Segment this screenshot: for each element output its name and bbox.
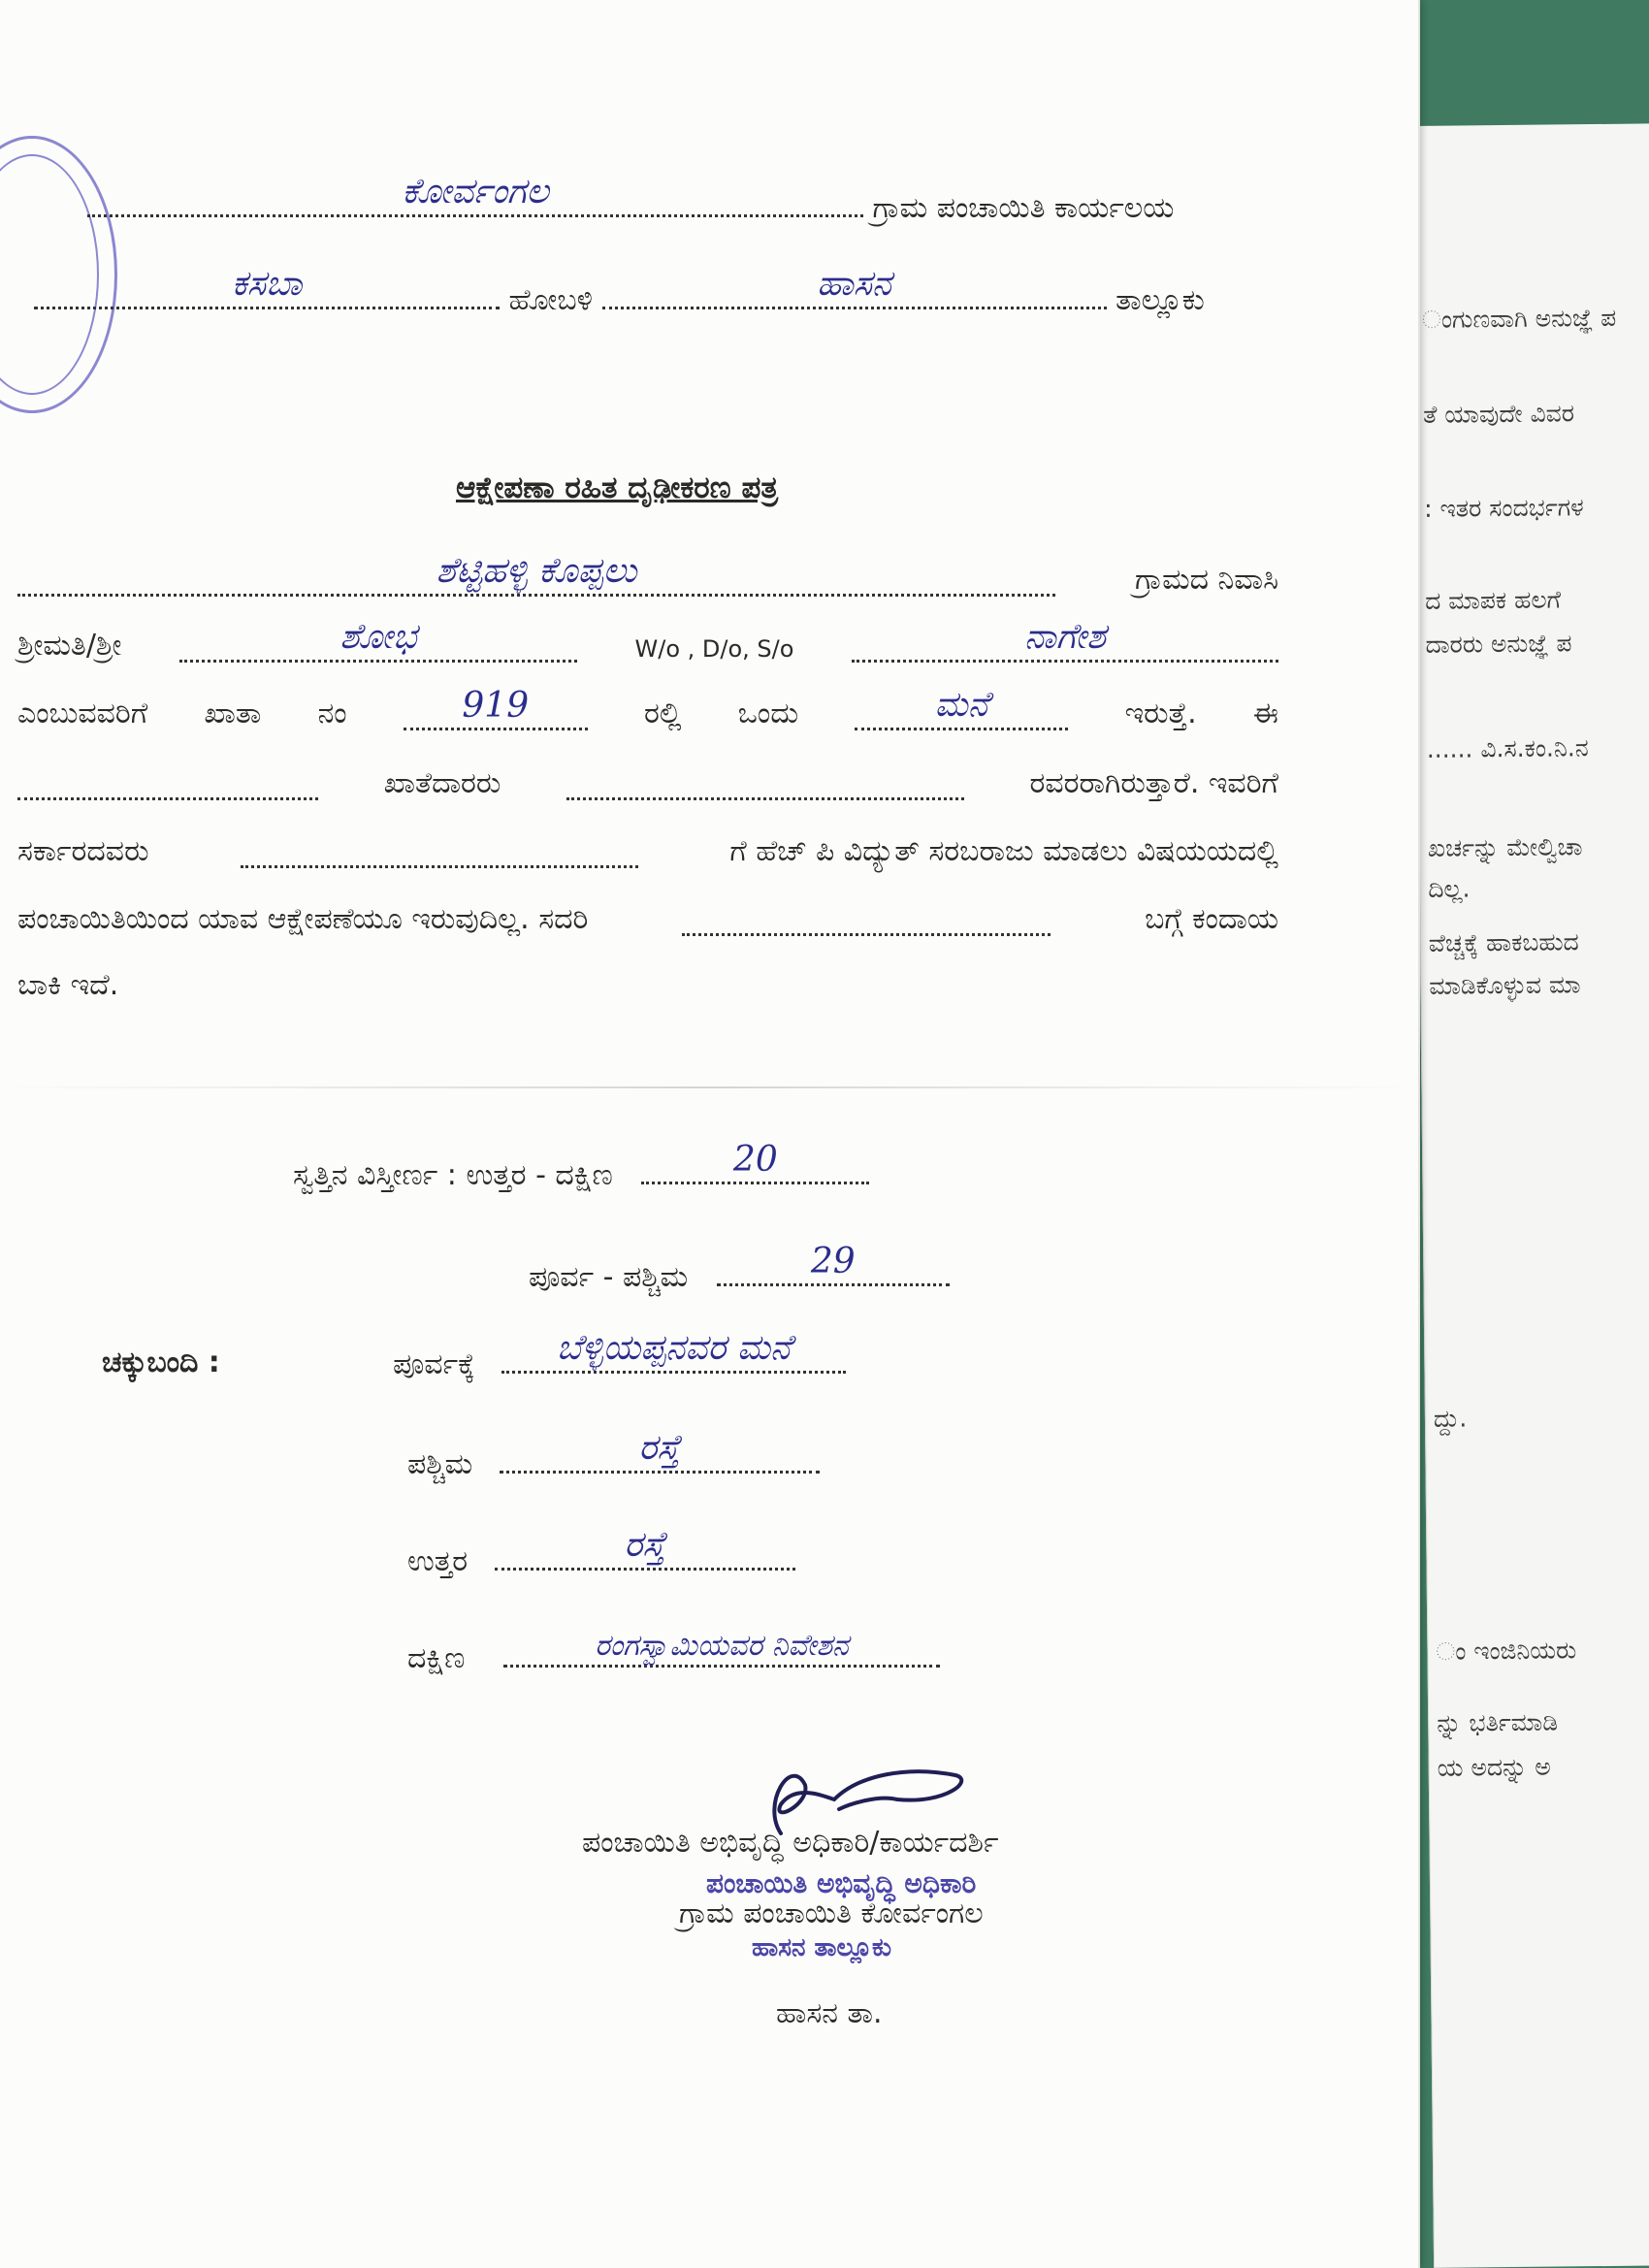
back-fragment: ಂಗುಣವಾಗಿ ಅನುಜ್ಞೆ ಪ [1421,303,1617,334]
blank-field [17,772,318,800]
text: ರಲ್ಲಿ [643,697,682,730]
body-line-1 [17,551,1278,597]
ew-field [717,1242,950,1286]
back-fragment: ತೆ ಯಾವುದೇ ವಿವರ [1422,399,1575,429]
ns-handwriting: 20 [732,1140,778,1180]
hobli-field [34,264,500,309]
resident-village-handwriting: ಶೆಟ್ಟಿಹಳ್ಳಿ ಕೊಪ್ಪಲು [436,551,637,591]
property-handwriting: ಮನೆ [934,685,989,725]
boundary-west [407,1428,820,1481]
back-fragment: ಂ ಇಂಜಿನಿಯರು [1436,1636,1577,1666]
ew-handwriting: 29 [810,1242,856,1281]
taluk-handwriting: ಹಾಸನ [817,264,891,304]
seal-text-line1: ಪಂಚಾಯಿತಿ ಅಭಿವೃದ್ಧಿ ಅಧಿಕಾರಿ [706,1867,977,1899]
resident-village-field [17,551,1055,597]
north-handwriting: ರಸ್ತೆ [624,1525,665,1565]
back-fragment: ...... ವಿ.ಸ.ಕಂ.ನಿ.ನ [1426,733,1589,763]
text: ಸರ್ಕಾರದವರು [17,834,149,868]
ew-label: ಪೂರ್ವ - ಪಶ್ಚಿಮ [529,1260,689,1294]
boundary-south [407,1629,940,1675]
back-fragment: ದಿಲ್ಲ. [1428,874,1471,903]
boundaries-label: ಚಕ್ಕುಬಂದಿ : [102,1345,220,1379]
body-line-5 [17,834,1278,868]
text: ಖಾತೆದಾರರು [383,766,501,800]
paper-fold [0,1086,1418,1088]
body-line-3 [17,685,1278,730]
text: ಒಂದು [737,697,799,730]
designation: ಪಂಚಾಯಿತಿ ಅಭಿವೃದ್ಧಿ ಅಧಿಕಾರಿ/ಕಾರ್ಯದರ್ಶಿ [582,1826,999,1860]
back-fragment: ಮಾಡಿಕೊಳ್ಳುವ ಮಾ [1429,970,1581,1000]
body-line-2 [17,617,1278,663]
property-field [855,685,1068,730]
text: ಈ [1252,697,1278,730]
taluk-label: ತಾಲ್ಲೂಕು [1116,283,1205,317]
blank-field [241,840,638,868]
back-fragment: ವೆಚ್ಚಕ್ಕೆ ಹಾಕಬಹುದ [1428,927,1579,957]
father-handwriting: ನಾಗೇಶ [1024,617,1106,657]
body-line-6 [17,902,1278,936]
text: ಗೆ ಹೆಚ್ ಪಿ ವಿದ್ಯುತ್ ಸರಬರಾಜು ಮಾಡಲು ವಿಷಯಯದಲ್ಲಿ [729,834,1278,868]
dimensions-label: ಸ್ವತ್ತಿನ ವಿಸ್ತೀರ್ಣ : [293,1158,457,1192]
document-title: ಆಕ್ಷೇಪಣಾ ರಹಿತ ದೃಢೀಕರಣ ಪತ್ರ [456,470,779,505]
khata-field [404,686,588,730]
back-fragment: ಖರ್ಚನ್ನು ಮೇಲ್ವಿಚಾ [1427,832,1583,862]
text: ಬಗ್ಗೆ ಕಂದಾಯ [1145,902,1278,936]
blank-field [566,772,964,800]
ns-field [641,1140,869,1184]
west-field [500,1428,820,1474]
back-fragment: ನ್ನು ಭರ್ತಿಮಾಡಿ [1437,1707,1559,1737]
text: ಖಾತಾ [204,697,262,730]
village-field [87,172,863,217]
gp-office-label: ಗ್ರಾಮ ಪಂಚಾಯಿತಿ ಕಾರ್ಯಲಯ [872,191,1175,225]
body-line-4 [17,766,1278,800]
text: ಇರುತ್ತೆ. [1124,697,1197,730]
back-fragment: ದ ಮಾಪಕ ಹಲಗೆ [1424,585,1562,615]
father-field [852,617,1278,663]
west-handwriting: ರಸ್ತೆ [638,1428,681,1468]
south-label: ದಕ್ಷಿಣ [407,1641,466,1675]
shri-label: ಶ್ರೀಮತಿ/ಶ್ರೀ [17,629,122,663]
name-handwriting: ಶೋಭ [340,617,417,657]
khata-handwriting: 919 [462,686,530,726]
taluk-line: ಹಾಸನ ತಾ. [776,1996,883,2030]
east-handwriting: ಬೆಳ್ಳಿಯಪ್ಪನವರ ಮನೆ [556,1328,792,1368]
gp-name-line: ಗ್ರಾಮ ಪಂಚಾಯಿತಿ ಕೋರ್ವಂಗಲ [679,1896,984,1930]
dimensions-ns [293,1140,869,1192]
text: ನಂ [317,697,347,730]
relation-label: W/o , D/o, S/o [634,635,794,663]
ns-label: ಉತ್ತರ - ದಕ್ಷಿಣ [466,1158,613,1192]
west-label: ಪಶ್ಚಿಮ [407,1447,473,1481]
gp-office-line [87,172,1175,225]
seal-text-line2: ಹಾಸನ ತಾಲ್ಲೂಕು [752,1933,891,1962]
text: ರವರರಾಗಿರುತ್ತಾರೆ. ಇವರಿಗೆ [1029,766,1278,800]
village-handwriting: ಕೋರ್ವಂಗಲ [402,172,549,211]
back-fragment: : ಇತರ ಸಂದರ್ಭಗಳ [1423,493,1584,523]
dimensions-ew [529,1242,950,1294]
text: ಪಂಚಾಯಿತಿಯಿಂದ ಯಾವ ಆಕ್ಷೇಪಣೆಯೂ ಇರುವುದಿಲ್ಲ. ಸದರಿ [17,902,589,936]
boundary-east [393,1328,846,1381]
body-line-7: ಬಾಕಿ ಇದೆ. [17,968,119,1002]
back-fragment: ದಾರರು ಅನುಜ್ಞೆ ಪ [1425,629,1572,659]
east-field [501,1328,846,1374]
text: ಎಂಬುವವರಿಗೆ [17,697,148,730]
hobli-taluk-line [34,264,1205,317]
south-field [503,1629,940,1668]
hobli-handwriting: ಕಸಬಾ [231,264,303,304]
taluk-field [602,264,1107,309]
back-fragment: ಯ ಅದನ್ನು ಅ [1437,1752,1551,1782]
south-handwriting: ರಂಗಸ್ವಾಮಿಯವರ ನಿವೇಶನ [595,1629,849,1663]
east-label: ಪೂರ್ವಕ್ಕೆ [393,1347,475,1381]
name-field [179,617,577,663]
north-field [495,1525,795,1571]
hobli-label: ಹೋಬಳಿ [508,283,593,317]
back-fragment: ದ್ದು. [1433,1404,1468,1433]
blank-field [682,908,1051,936]
back-sheet [1411,123,1649,2267]
north-label: ಉತ್ತರ [407,1544,469,1578]
boundary-north [407,1525,795,1578]
resident-label: ಗ್ರಾಮದ ನಿವಾಸಿ [1134,563,1278,597]
